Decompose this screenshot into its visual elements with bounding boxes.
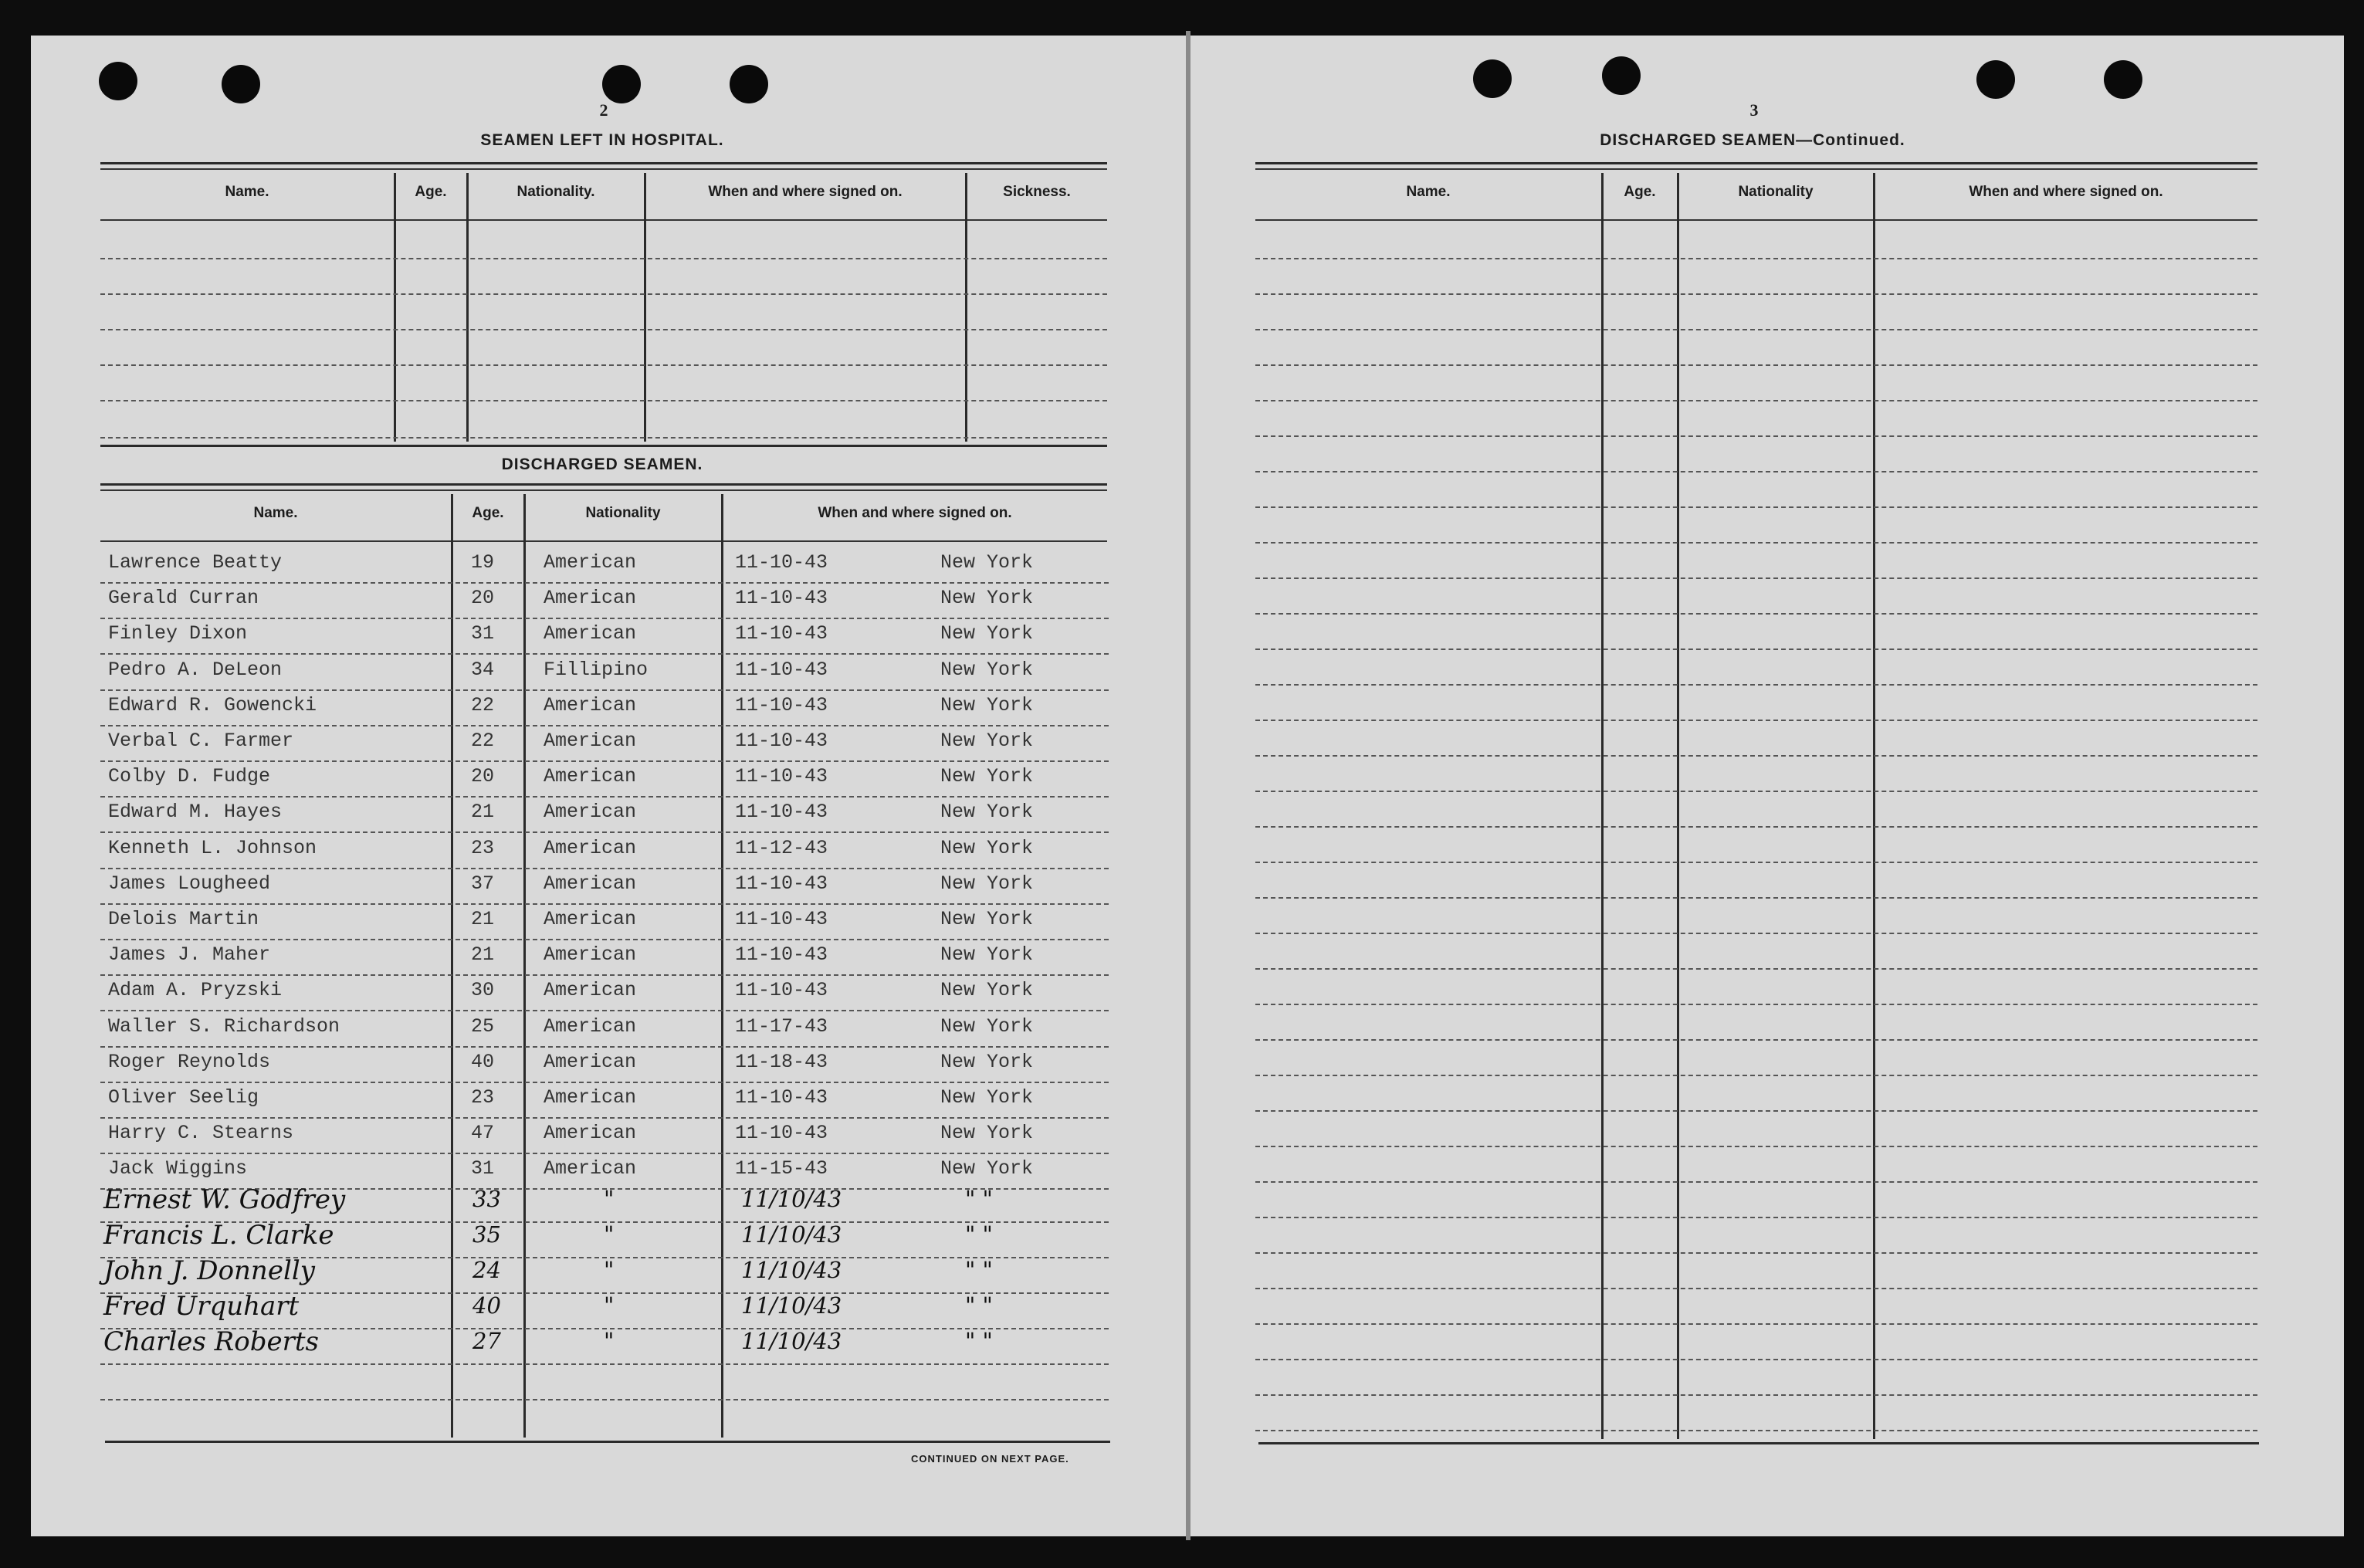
seaman-name: James J. Maher bbox=[108, 943, 271, 967]
signed-on-place: New York bbox=[940, 943, 1034, 967]
signed-on-date: 11-15-43 bbox=[735, 1157, 828, 1180]
signed-on-place: New York bbox=[940, 1122, 1034, 1145]
row-rule bbox=[100, 400, 1107, 401]
seaman-age: 22 bbox=[471, 730, 495, 752]
column-rule bbox=[1873, 173, 1875, 1439]
row-rule bbox=[1255, 329, 2257, 330]
seaman-age: 21 bbox=[471, 943, 495, 967]
seaman-name: Oliver Seelig bbox=[108, 1086, 259, 1109]
seaman-age: 31 bbox=[471, 1157, 495, 1180]
seaman-name: Finley Dixon bbox=[108, 622, 248, 645]
seaman-nationality: Fillipino bbox=[544, 658, 649, 681]
rule bbox=[100, 162, 1107, 164]
row-rule bbox=[100, 903, 1109, 905]
seaman-name: Kenneth L. Johnson bbox=[108, 836, 317, 859]
seaman-age: 30 bbox=[471, 979, 495, 1002]
binder-hole bbox=[2104, 60, 2142, 99]
seaman-name: Colby D. Fudge bbox=[108, 765, 271, 788]
seaman-name: Pedro A. DeLeon bbox=[108, 658, 283, 681]
row-rule bbox=[1255, 1252, 2257, 1254]
seaman-age: 23 bbox=[471, 1086, 495, 1109]
row-rule bbox=[1255, 1075, 2257, 1076]
seaman-nationality: American bbox=[544, 693, 637, 716]
row-rule bbox=[100, 831, 1109, 833]
discharged-section-title: DISCHARGED SEAMEN. bbox=[501, 455, 703, 473]
signed-on-place: New York bbox=[940, 658, 1034, 681]
row-rule bbox=[1255, 258, 2257, 259]
hospital-col-name: Name. bbox=[225, 184, 269, 200]
seaman-age: 20 bbox=[471, 765, 495, 788]
row-rule bbox=[1255, 720, 2257, 721]
seaman-age: 21 bbox=[471, 908, 495, 930]
signed-on-date: 11-10-43 bbox=[735, 872, 828, 895]
signed-on-place: New York bbox=[940, 1014, 1034, 1038]
row-rule bbox=[100, 618, 1109, 619]
signed-on-date: 11-10-43 bbox=[735, 587, 828, 610]
seaman-nationality: American bbox=[544, 1157, 637, 1180]
row-rule bbox=[100, 329, 1107, 330]
signed-on-place: New York bbox=[940, 551, 1034, 574]
discharged-continued-title: DISCHARGED SEAMEN—Continued. bbox=[1600, 131, 1905, 149]
row-rule bbox=[100, 974, 1109, 976]
row-rule bbox=[1255, 1039, 2257, 1041]
row-rule bbox=[1255, 400, 2257, 401]
seaman-name-handwritten: Ernest W. Godfrey bbox=[103, 1184, 346, 1215]
seaman-name: Waller S. Richardson bbox=[108, 1014, 340, 1038]
signed-on-place: New York bbox=[940, 801, 1034, 824]
right-page bbox=[1190, 36, 2344, 1536]
row-rule bbox=[1255, 613, 2257, 615]
seaman-age: 40 bbox=[471, 1050, 495, 1073]
signed-on-place: New York bbox=[940, 587, 1034, 610]
row-rule bbox=[100, 293, 1107, 295]
signed-on-place: New York bbox=[940, 1086, 1034, 1109]
discharged-col-age: Age. bbox=[472, 505, 504, 521]
row-rule bbox=[1255, 1181, 2257, 1183]
seaman-age: 20 bbox=[471, 587, 495, 610]
seaman-nationality: American bbox=[544, 943, 637, 967]
hospital-col-signed-on: When and where signed on. bbox=[708, 184, 903, 200]
row-rule bbox=[100, 1046, 1109, 1048]
seaman-age-handwritten: 35 bbox=[472, 1221, 501, 1248]
rule bbox=[1255, 168, 2257, 170]
seaman-name: Lawrence Beatty bbox=[108, 551, 283, 574]
signed-on-place-handwritten: " " bbox=[965, 1257, 993, 1283]
column-rule bbox=[451, 494, 453, 1438]
row-rule bbox=[1255, 897, 2257, 899]
column-rule bbox=[523, 494, 526, 1438]
seaman-name: Jack Wiggins bbox=[108, 1157, 248, 1180]
row-rule bbox=[1255, 649, 2257, 650]
row-rule bbox=[100, 1082, 1109, 1083]
seaman-nationality-handwritten: " bbox=[604, 1221, 615, 1248]
signed-on-date: 11-10-43 bbox=[735, 908, 828, 930]
signed-on-date: 11-10-43 bbox=[735, 693, 828, 716]
row-rule bbox=[1255, 862, 2257, 863]
seaman-name: Edward R. Gowencki bbox=[108, 693, 317, 716]
signed-on-place: New York bbox=[940, 908, 1034, 930]
seaman-name: Roger Reynolds bbox=[108, 1050, 271, 1073]
column-rule bbox=[721, 494, 723, 1438]
column-rule bbox=[1677, 173, 1679, 1439]
signed-on-date: 11-10-43 bbox=[735, 801, 828, 824]
rule bbox=[1258, 1442, 2259, 1444]
row-rule bbox=[100, 1363, 1109, 1365]
binder-hole bbox=[222, 65, 260, 103]
seaman-age-handwritten: 24 bbox=[472, 1257, 501, 1283]
signed-on-place: New York bbox=[940, 979, 1034, 1002]
right-col-signed-on: When and where signed on. bbox=[1969, 184, 2163, 200]
rule bbox=[100, 489, 1107, 491]
row-rule bbox=[1255, 542, 2257, 544]
signed-on-date-handwritten: 11/10/43 bbox=[741, 1292, 842, 1319]
seaman-age: 22 bbox=[471, 693, 495, 716]
rule bbox=[100, 168, 1107, 170]
signed-on-place-handwritten: " " bbox=[965, 1292, 993, 1319]
signed-on-date: 11-10-43 bbox=[735, 979, 828, 1002]
seaman-nationality: American bbox=[544, 765, 637, 788]
row-rule bbox=[1255, 933, 2257, 934]
signed-on-date: 11-17-43 bbox=[735, 1014, 828, 1038]
row-rule bbox=[1255, 364, 2257, 366]
row-rule bbox=[100, 796, 1109, 798]
seaman-nationality-handwritten: " bbox=[604, 1186, 615, 1212]
row-rule bbox=[1255, 968, 2257, 970]
seaman-nationality: American bbox=[544, 1086, 637, 1109]
seaman-nationality-handwritten: " bbox=[604, 1328, 615, 1354]
rule bbox=[105, 1441, 1110, 1443]
seaman-nationality-handwritten: " bbox=[604, 1257, 615, 1283]
page-number-left: 2 bbox=[599, 100, 608, 120]
seaman-nationality: American bbox=[544, 622, 637, 645]
seaman-nationality: American bbox=[544, 587, 637, 610]
row-rule bbox=[1255, 1359, 2257, 1360]
seaman-age: 19 bbox=[471, 551, 495, 574]
right-col-nationality: Nationality bbox=[1738, 184, 1814, 200]
row-rule bbox=[100, 689, 1109, 691]
signed-on-date: 11-10-43 bbox=[735, 943, 828, 967]
signed-on-date: 11-10-43 bbox=[735, 765, 828, 788]
right-col-name: Name. bbox=[1406, 184, 1451, 200]
row-rule bbox=[1255, 1323, 2257, 1325]
seaman-age-handwritten: 27 bbox=[472, 1328, 501, 1354]
row-rule bbox=[100, 258, 1107, 259]
row-rule bbox=[100, 437, 1107, 439]
column-rule bbox=[1601, 173, 1604, 1439]
seaman-name-handwritten: Fred Urquhart bbox=[103, 1291, 300, 1322]
binder-hole bbox=[1602, 56, 1641, 95]
row-rule bbox=[100, 1399, 1109, 1400]
signed-on-date: 11-10-43 bbox=[735, 551, 828, 574]
signed-on-date-handwritten: 11/10/43 bbox=[741, 1221, 842, 1248]
seaman-nationality: American bbox=[544, 1122, 637, 1145]
seaman-name-handwritten: Francis L. Clarke bbox=[103, 1220, 334, 1251]
row-rule bbox=[1255, 293, 2257, 295]
seaman-name-handwritten: Charles Roberts bbox=[103, 1326, 320, 1357]
signed-on-date: 11-10-43 bbox=[735, 622, 828, 645]
signed-on-date-handwritten: 11/10/43 bbox=[741, 1257, 842, 1283]
row-rule bbox=[100, 364, 1107, 366]
seaman-nationality: American bbox=[544, 836, 637, 859]
seaman-name: Adam A. Pryzski bbox=[108, 979, 283, 1002]
signed-on-date: 11-12-43 bbox=[735, 836, 828, 859]
row-rule bbox=[1255, 1004, 2257, 1005]
seaman-name: Harry C. Stearns bbox=[108, 1122, 294, 1145]
hospital-col-nationality: Nationality. bbox=[516, 184, 595, 200]
rule bbox=[1255, 219, 2257, 221]
signed-on-place: New York bbox=[940, 622, 1034, 645]
page-gutter bbox=[1186, 31, 1190, 1540]
row-rule bbox=[1255, 506, 2257, 508]
rule bbox=[100, 445, 1107, 447]
discharged-col-name: Name. bbox=[253, 505, 298, 521]
seaman-name: Verbal C. Farmer bbox=[108, 730, 294, 752]
row-rule bbox=[1255, 1217, 2257, 1218]
signed-on-date-handwritten: 11/10/43 bbox=[741, 1186, 842, 1212]
seaman-nationality: American bbox=[544, 801, 637, 824]
row-rule bbox=[100, 1010, 1109, 1011]
row-rule bbox=[100, 939, 1109, 940]
rule bbox=[100, 483, 1107, 486]
row-rule bbox=[100, 582, 1109, 584]
rule bbox=[1255, 162, 2257, 164]
signed-on-place: New York bbox=[940, 730, 1034, 752]
row-rule bbox=[1255, 577, 2257, 579]
hospital-col-age: Age. bbox=[415, 184, 447, 200]
signed-on-place-handwritten: " " bbox=[965, 1186, 993, 1212]
row-rule bbox=[100, 725, 1109, 726]
signed-on-place: New York bbox=[940, 1157, 1034, 1180]
row-rule bbox=[1255, 755, 2257, 757]
seaman-age: 23 bbox=[471, 836, 495, 859]
row-rule bbox=[1255, 471, 2257, 472]
seaman-nationality: American bbox=[544, 551, 637, 574]
row-rule bbox=[1255, 791, 2257, 792]
seaman-nationality: American bbox=[544, 730, 637, 752]
seaman-age-handwritten: 33 bbox=[472, 1186, 501, 1212]
seaman-nationality: American bbox=[544, 1050, 637, 1073]
signed-on-place: New York bbox=[940, 836, 1034, 859]
binder-hole bbox=[1976, 60, 2015, 99]
hospital-section-title: SEAMEN LEFT IN HOSPITAL. bbox=[480, 131, 724, 149]
binder-hole bbox=[1473, 59, 1512, 98]
seaman-age-handwritten: 40 bbox=[472, 1292, 501, 1319]
row-rule bbox=[1255, 684, 2257, 686]
seaman-nationality: American bbox=[544, 908, 637, 930]
row-rule bbox=[100, 1117, 1109, 1119]
seaman-age: 21 bbox=[471, 801, 495, 824]
row-rule bbox=[1255, 826, 2257, 828]
seaman-age: 37 bbox=[471, 872, 495, 895]
hospital-col-sickness: Sickness. bbox=[1003, 184, 1071, 200]
continued-footer: CONTINUED ON NEXT PAGE. bbox=[911, 1453, 1069, 1465]
row-rule bbox=[1255, 1146, 2257, 1147]
binder-hole bbox=[99, 62, 137, 100]
row-rule bbox=[1255, 1430, 2257, 1431]
seaman-age: 25 bbox=[471, 1014, 495, 1038]
seaman-age: 31 bbox=[471, 622, 495, 645]
signed-on-place: New York bbox=[940, 1050, 1034, 1073]
signed-on-date: 11-10-43 bbox=[735, 1122, 828, 1145]
row-rule bbox=[100, 760, 1109, 762]
page-number-right: 3 bbox=[1749, 100, 1759, 120]
rule bbox=[100, 540, 1107, 542]
signed-on-date: 11-10-43 bbox=[735, 658, 828, 681]
binder-hole bbox=[730, 65, 768, 103]
row-rule bbox=[1255, 1110, 2257, 1112]
seaman-name: James Lougheed bbox=[108, 872, 271, 895]
seaman-nationality: American bbox=[544, 872, 637, 895]
row-rule bbox=[1255, 1288, 2257, 1289]
signed-on-place-handwritten: " " bbox=[965, 1221, 993, 1248]
seaman-age: 34 bbox=[471, 658, 495, 681]
rule bbox=[100, 219, 1107, 221]
row-rule bbox=[1255, 435, 2257, 437]
binder-hole bbox=[602, 65, 641, 103]
discharged-col-signed-on: When and where signed on. bbox=[818, 505, 1012, 521]
seaman-nationality-handwritten: " bbox=[604, 1292, 615, 1319]
row-rule bbox=[100, 868, 1109, 869]
seaman-name: Gerald Curran bbox=[108, 587, 259, 610]
row-rule bbox=[1255, 1394, 2257, 1396]
signed-on-date: 11-10-43 bbox=[735, 730, 828, 752]
row-rule bbox=[100, 1153, 1109, 1154]
signed-on-date-handwritten: 11/10/43 bbox=[741, 1328, 842, 1354]
signed-on-place: New York bbox=[940, 872, 1034, 895]
signed-on-date: 11-10-43 bbox=[735, 1086, 828, 1109]
signed-on-place: New York bbox=[940, 765, 1034, 788]
seaman-name: Delois Martin bbox=[108, 908, 259, 930]
right-col-age: Age. bbox=[1624, 184, 1656, 200]
discharged-col-nationality: Nationality bbox=[585, 505, 661, 521]
seaman-name-handwritten: John J. Donnelly bbox=[103, 1255, 315, 1286]
seaman-age: 47 bbox=[471, 1122, 495, 1145]
seaman-name: Edward M. Hayes bbox=[108, 801, 283, 824]
signed-on-place: New York bbox=[940, 693, 1034, 716]
signed-on-date: 11-18-43 bbox=[735, 1050, 828, 1073]
seaman-nationality: American bbox=[544, 1014, 637, 1038]
signed-on-place-handwritten: " " bbox=[965, 1328, 993, 1354]
row-rule bbox=[100, 653, 1109, 655]
seaman-nationality: American bbox=[544, 979, 637, 1002]
